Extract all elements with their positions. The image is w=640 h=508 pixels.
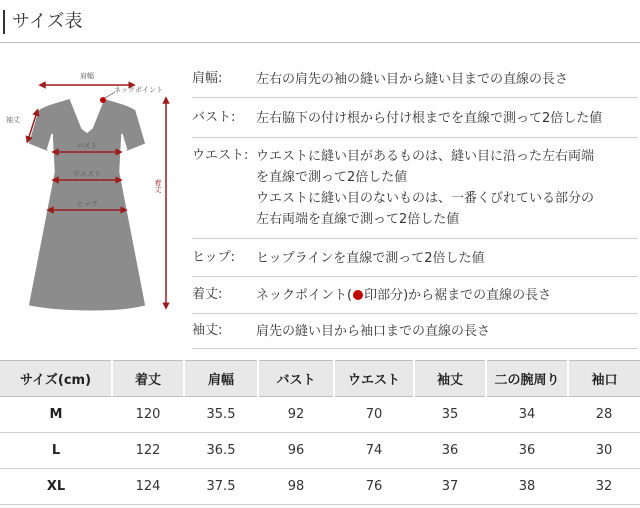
definition-term: ヒップ: xyxy=(192,250,235,265)
definition-bust xyxy=(192,97,638,138)
garment-diagram xyxy=(0,60,190,320)
table-cell: 37 xyxy=(414,469,486,505)
column-header: サイズ(cm) xyxy=(0,361,112,397)
table-header-row xyxy=(0,361,640,397)
column-header: ウエスト xyxy=(334,361,414,397)
sleeve-label: 袖丈 xyxy=(6,116,20,124)
table-cell: 122 xyxy=(112,433,184,469)
table-cell: 120 xyxy=(112,397,184,433)
shoulder-label: 肩幅 xyxy=(80,72,94,80)
table-cell: 28 xyxy=(568,397,640,433)
hip-label: ヒップ xyxy=(76,200,98,208)
size-cell: M xyxy=(0,397,112,433)
header-divider xyxy=(0,42,640,43)
column-header: 肩幅 xyxy=(184,361,258,397)
definition-term: ウエスト: xyxy=(192,148,249,163)
size-cell: L xyxy=(0,433,112,469)
red-dot-icon xyxy=(353,290,363,300)
column-header: 袖丈 xyxy=(414,361,486,397)
table-cell: 35.5 xyxy=(184,397,258,433)
table-cell: 98 xyxy=(258,469,334,505)
definition-text: を直線で測って2倍した値 xyxy=(256,170,408,185)
definition-text: ヒップラインを直線で測って2倍した値 xyxy=(256,251,485,266)
table-cell: 35 xyxy=(414,397,486,433)
table-cell: 92 xyxy=(258,397,334,433)
definition-term: 肩幅: xyxy=(192,71,223,86)
table-row xyxy=(0,469,640,505)
definition-hip xyxy=(192,238,638,277)
neck-point-label: ネックポイント xyxy=(114,86,163,94)
definition-text xyxy=(256,285,551,306)
page-title: サイズ表 xyxy=(12,11,83,32)
column-header: 袖口 xyxy=(568,361,640,397)
table-cell: 70 xyxy=(334,397,414,433)
definition-length xyxy=(192,276,638,314)
table-cell: 36 xyxy=(414,433,486,469)
table-cell: 38 xyxy=(486,469,568,505)
table-cell: 76 xyxy=(334,469,414,505)
definition-text: ウエストに縫い目があるものは、縫い目に沿った左右両端 xyxy=(256,149,595,164)
definition-term: 袖丈: xyxy=(192,323,223,338)
header-accent-bar xyxy=(3,10,5,34)
table-cell: 37.5 xyxy=(184,469,258,505)
definition-term: 着丈: xyxy=(192,287,223,302)
table-cell: 96 xyxy=(258,433,334,469)
definition-text: ウエストに縫い目のないものは、一番くびれている部分の xyxy=(256,191,595,206)
definition-sleeve xyxy=(192,313,638,349)
table-row xyxy=(0,397,640,433)
length-label: 着丈 xyxy=(154,179,162,193)
waist-label: ウエスト xyxy=(73,170,101,178)
definition-shoulder xyxy=(192,60,638,98)
size-cell: XL xyxy=(0,469,112,505)
column-header: 着丈 xyxy=(112,361,184,397)
size-table xyxy=(0,360,640,505)
definition-text: 肩先の縫い目から袖口までの直線の長さ xyxy=(256,324,491,339)
table-row xyxy=(0,433,640,469)
dress-illustration xyxy=(0,60,190,320)
definition-text-after: 印部分)から裾までの直線の長さ xyxy=(364,288,552,303)
table-cell: 34 xyxy=(486,397,568,433)
page-header xyxy=(0,0,640,44)
column-header: 二の腕周り xyxy=(486,361,568,397)
table-cell: 124 xyxy=(112,469,184,505)
definition-term: バスト: xyxy=(192,110,236,125)
definition-waist xyxy=(192,137,638,239)
table-cell: 36.5 xyxy=(184,433,258,469)
definition-text: 左右両端を直線で測って2倍した値 xyxy=(256,212,460,227)
definition-text-before: ネックポイント( xyxy=(256,288,353,303)
table-cell: 36 xyxy=(486,433,568,469)
table-cell: 32 xyxy=(568,469,640,505)
column-header: バスト xyxy=(258,361,334,397)
definition-text: 左右の肩先の袖の縫い目から縫い目までの直線の長さ xyxy=(256,72,569,87)
definition-text: 左右脇下の付け根から付け根までを直線で測って2倍した値 xyxy=(256,111,603,126)
table-cell: 30 xyxy=(568,433,640,469)
bust-label: バスト xyxy=(76,142,98,150)
table-cell: 74 xyxy=(334,433,414,469)
